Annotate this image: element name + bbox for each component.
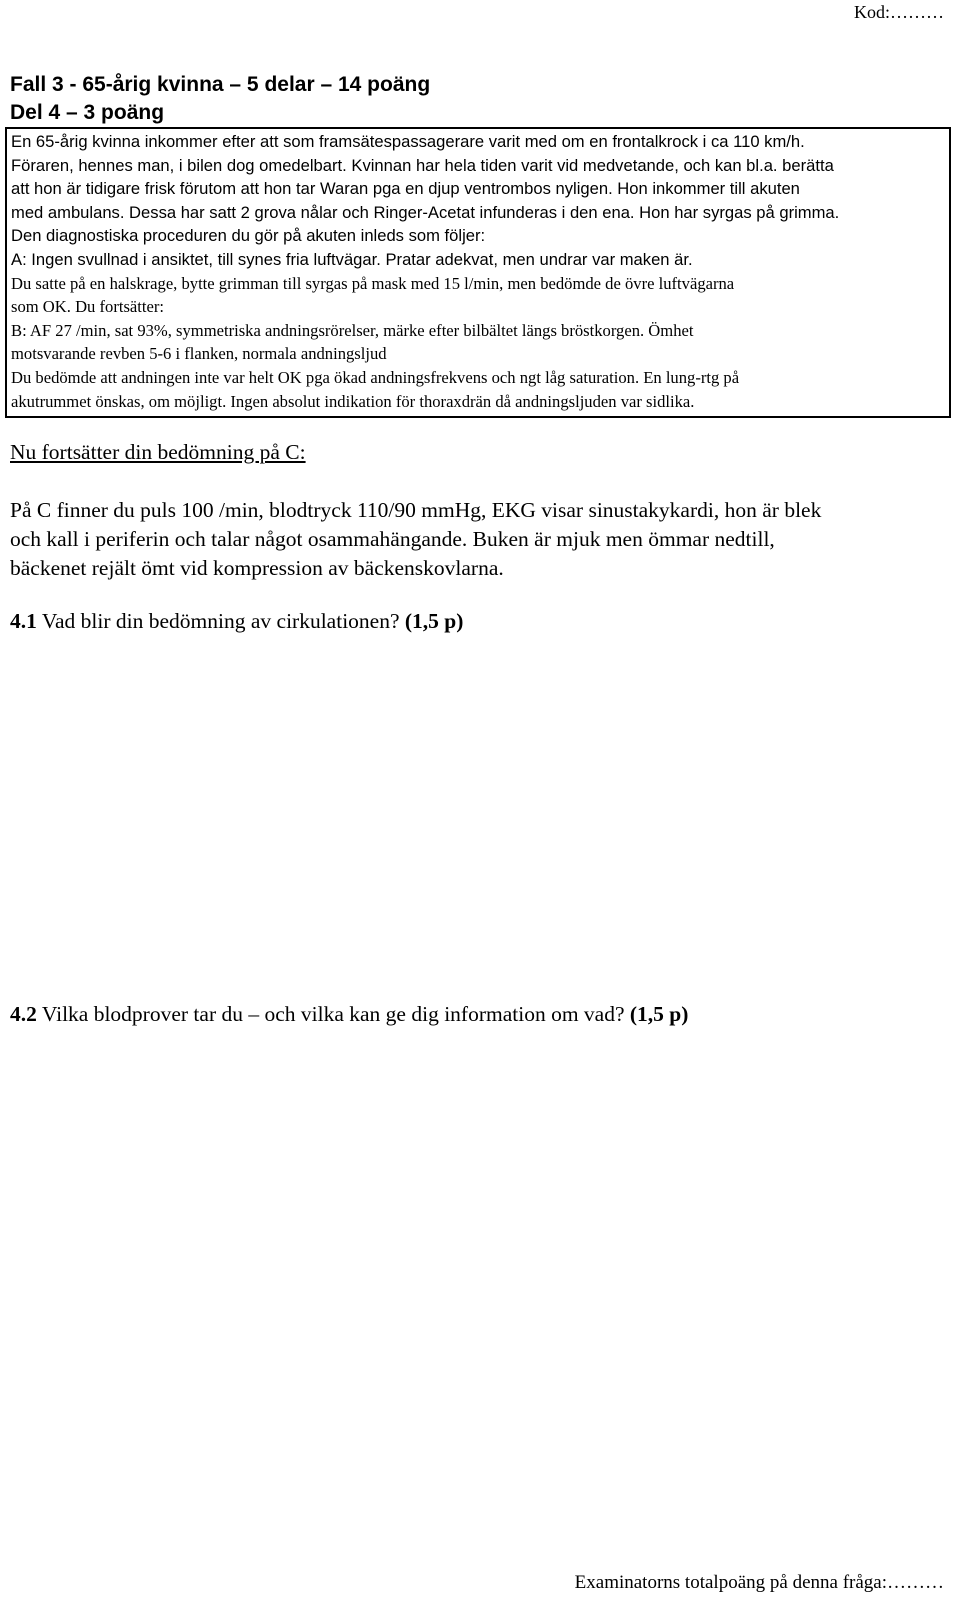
findings-line: bäckenet rejält ömt vid kompression av bäckenskovlarna. (10, 556, 504, 580)
case-line: att hon är tidigare frisk förutom att hon tar Waran pga en djup ventrombos nyligen. Hon inkommer till akuten (11, 179, 800, 199)
case-line: En 65-årig kvinna inkommer efter att som framsätespassagerare varit med om en frontalkrock i ca 110 km/h. (11, 132, 805, 151)
case-line: B: AF 27 /min, sat 93%, symmetriska andningsrörelser, märke efter bilbältet längs bröstkorgen. Ömhet (11, 320, 694, 340)
case-title: Fall 3 - 65-årig kvinna – 5 delar – 14 poäng (10, 73, 431, 96)
circulation-findings (10, 496, 821, 583)
case-line: som OK. Du fortsätter: (11, 297, 165, 317)
case-line: motsvarande revben 5-6 i flanken, normala andningsljud (11, 344, 387, 364)
case-line: akutrummet önskas, om möjligt. Ingen absolut indikation för thoraxdrän då andningsljuden var sidlika. (11, 391, 695, 411)
case-line: Den diagnostiska proceduren du gör på akuten inleds som följer: (11, 226, 486, 246)
question-4-1 (10, 609, 463, 634)
case-line: Föraren, hennes man, i bilen dog omedelbart. Kvinnan har hela tiden varit vid medvetande, och kan bl.a. berätta (11, 155, 834, 175)
case-line: A: Ingen svullnad i ansiktet, till synes fria luftvägar. Pratar adekvat, men undrar var maken är. (11, 249, 693, 269)
case-description-box (5, 127, 951, 418)
question-points: (1,5 p) (629, 1002, 689, 1026)
question-number: 4.2 (10, 1002, 37, 1026)
findings-line: och kall i periferin och talar något osammahängande. Buken är mjuk men ömmar nedtill, (10, 527, 775, 551)
question-points: (1,5 p) (404, 609, 464, 633)
question-number: 4.1 (10, 609, 37, 633)
question-text: Vilka blodprover tar du – och vilka kan ge dig information om vad? (36, 1002, 630, 1026)
case-line: med ambulans. Dessa har satt 2 grova nålar och Ringer-Acetat infunderas i den ena. Hon har syrgas på grimma. (11, 202, 840, 222)
findings-line: På C finner du puls 100 /min, blodtryck 110/90 mmHg, EKG visar sinustakykardi, hon är blek (10, 498, 822, 522)
question-text: Vad blir din bedömning av cirkulationen? (36, 609, 405, 633)
examiner-total-score: Examinatorns totalpoäng på denna fråga:……… (574, 1572, 944, 1593)
question-4-2 (10, 1002, 688, 1027)
case-line: Du satte på en halskrage, bytte grimman till syrgas på mask med 15 l/min, men bedömde de övre luftvägarna (11, 273, 735, 293)
code-field: Kod:……… (854, 2, 944, 22)
section-heading: Nu fortsätter din bedömning på C: (10, 440, 306, 464)
case-line: Du bedömde att andningen inte var helt OK pga ökad andningsfrekvens och ngt låg saturation. En lung-rtg på (11, 367, 740, 387)
part-title: Del 4 – 3 poäng (10, 101, 165, 124)
